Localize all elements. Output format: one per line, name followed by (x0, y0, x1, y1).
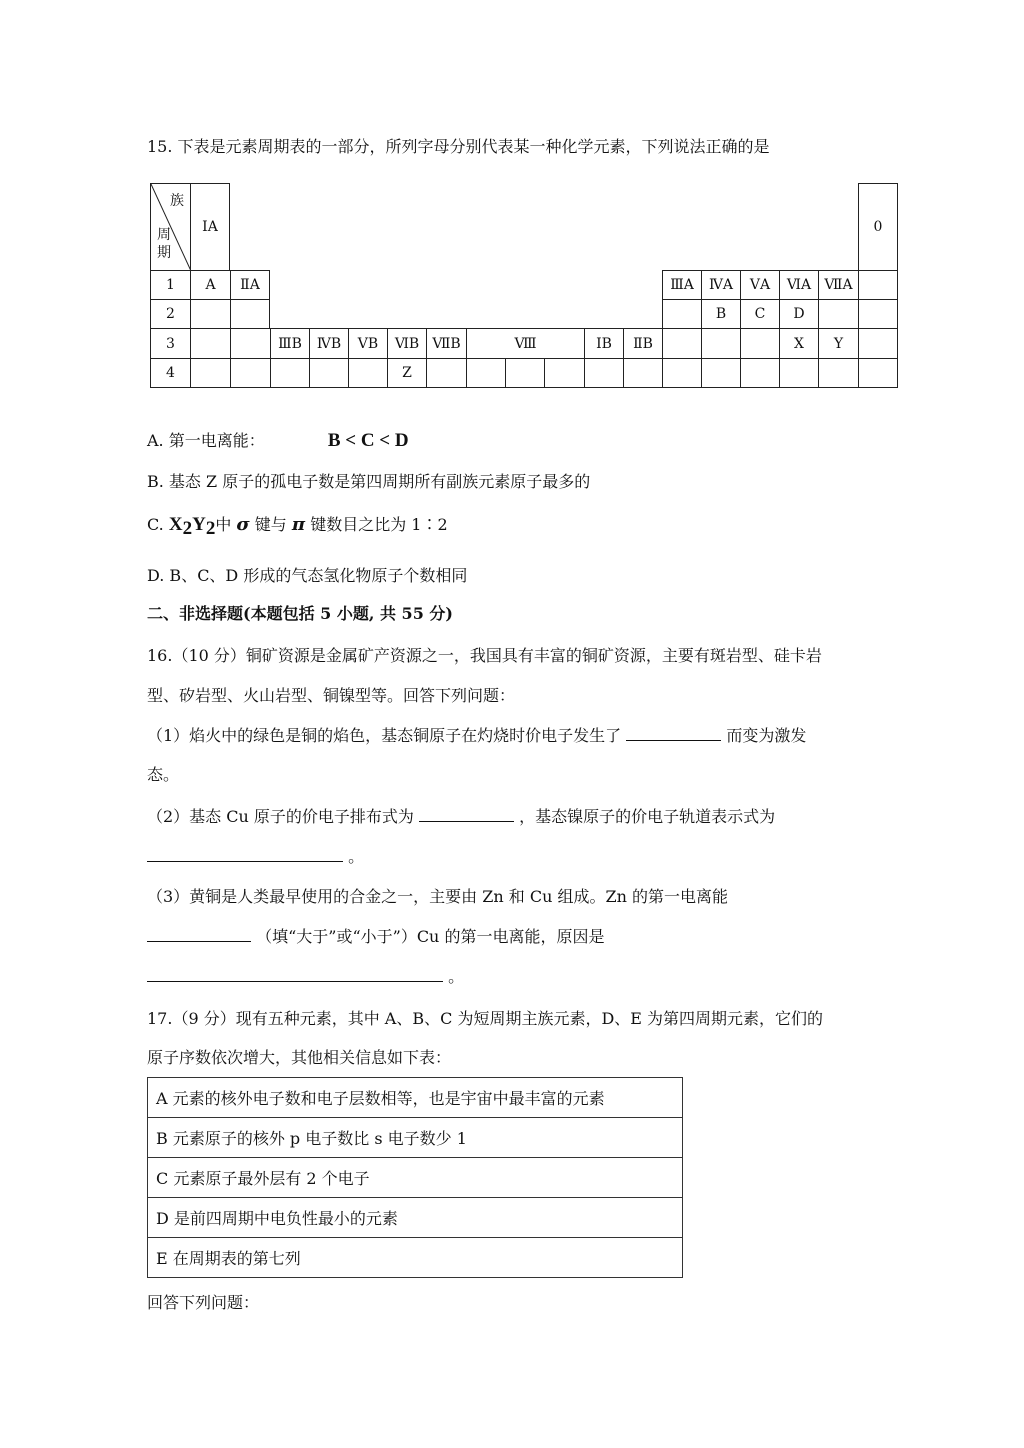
q16-p2-end: 。 (348, 847, 365, 866)
cell-r4-17 (818, 358, 858, 388)
q17-line-2: 原子序数依次增大，其他相关信息如下表： (147, 1048, 452, 1067)
header-IIB: ⅡB (623, 328, 662, 358)
option-b: B. 基态 Z 原子的孤电子数是第四周期所有副族元素原子最多的 (147, 472, 591, 491)
q15-stem: 15. 下表是元素周期表的一部分，所列字母分别代表某一种化学元素，下列说法正确的是 (147, 137, 770, 156)
q16-p1-text: （1）焰火中的绿色是铜的焰色，基态铜原子在灼烧时价电子发生了 (147, 726, 622, 745)
table-row (148, 1118, 683, 1158)
header-VIIA: ⅦA (818, 270, 858, 299)
corner-period-label-2: 期 (157, 245, 171, 261)
info-cell: E 在周期表的第七列 (148, 1238, 683, 1278)
answer-blank-3[interactable] (147, 847, 343, 862)
option-c-mid: 中 (215, 515, 232, 534)
q16-part-3-end (147, 966, 464, 988)
cell-r4-18 (858, 358, 898, 388)
pi-symbol: π (291, 514, 306, 535)
answer-blank-4[interactable] (147, 927, 251, 942)
cell-r4-4 (309, 358, 348, 388)
table-corner (150, 183, 190, 270)
q16-p2-text: （2）基态 Cu 原子的价电子排布式为 (147, 807, 414, 826)
header-VA: ⅤA (740, 270, 779, 299)
q16-p3-text-b: （填“大于”或“小于”）Cu 的第一电离能，原因是 (256, 927, 605, 946)
option-a (147, 430, 409, 452)
option-c (147, 514, 448, 540)
info-cell: A 元素的核外电子数和电子层数相等，也是宇宙中最丰富的元素 (148, 1078, 683, 1118)
section-heading: 二、非选择题(本题包括 5 小题, 共 55 分) (147, 604, 453, 623)
cell-r4-10 (544, 358, 584, 388)
cell-D: D (779, 299, 818, 328)
cell-r3-0 (858, 328, 898, 358)
header-IVB: ⅣB (309, 328, 348, 358)
cell-r4-13 (662, 358, 701, 388)
option-a-formula: B < C < D (327, 430, 409, 451)
header-IB: ⅠB (584, 328, 623, 358)
formula-sub-1: 2 (182, 518, 193, 540)
corner-period-label-1: 周 (157, 227, 171, 243)
cell-r4-11 (584, 358, 623, 388)
option-c-end: 键数目之比为 1∶2 (310, 515, 448, 534)
formula-y: Y (192, 514, 206, 535)
header-IIA: ⅡA (230, 270, 270, 299)
sigma-symbol: σ (236, 514, 250, 535)
cell-r3-VA (740, 328, 779, 358)
cell-r2-IIA (230, 299, 270, 328)
info-cell: B 元素原子的核外 p 电子数比 s 电子数少 1 (148, 1118, 683, 1158)
q16-p3-end: 。 (448, 967, 465, 986)
header-IIIA: ⅢA (662, 270, 701, 299)
header-VIA: ⅥA (779, 270, 818, 299)
info-cell: D 是前四周期中电负性最小的元素 (148, 1198, 683, 1238)
header-VIB: ⅥB (387, 328, 426, 358)
q16-line-2: 型、矽岩型、火山岩型、铜镍型等。回答下列问题： (147, 686, 516, 705)
periodic-table (150, 183, 898, 388)
cell-r4-9 (505, 358, 544, 388)
cell-B: B (701, 299, 740, 328)
q17-line-1: 17.（9 分）现有五种元素，其中 A、B、C 为短周期主族元素，D、E 为第四周期元素，它们的 (147, 1009, 824, 1028)
q16-part-2-cont (147, 846, 364, 868)
q16-p1-text-b: 而变为激发 (726, 726, 807, 745)
header-VB: ⅤB (348, 328, 387, 358)
row-label-1: 1 (150, 270, 190, 299)
cell-r3-IVA (701, 328, 740, 358)
option-d: D. B、C、D 形成的气态氢化物原子个数相同 (147, 566, 468, 585)
cell-r4-3 (270, 358, 309, 388)
table-row (148, 1158, 683, 1198)
header-IVA: ⅣA (701, 270, 740, 299)
q16-part-2 (147, 806, 775, 828)
cell-X: X (779, 328, 818, 358)
cell-r1-0 (858, 270, 898, 299)
cell-r4-2 (230, 358, 270, 388)
cell-r3-IIIA (662, 328, 701, 358)
row-label-4: 4 (150, 358, 190, 388)
header-VIIB: ⅦB (426, 328, 466, 358)
answer-blank-1[interactable] (626, 726, 721, 741)
cell-r4-7 (426, 358, 466, 388)
header-VIII: Ⅷ (466, 328, 584, 358)
cell-r2-IIIA (662, 299, 701, 328)
header-0: 0 (858, 183, 898, 270)
answer-blank-5[interactable] (147, 967, 443, 982)
header-IIIB: ⅢB (270, 328, 309, 358)
cell-r4-14 (701, 358, 740, 388)
cell-r4-12 (623, 358, 662, 388)
q16-part-1-cont: 态。 (147, 765, 180, 784)
option-c-label: C. (147, 515, 169, 534)
cell-r4-16 (779, 358, 818, 388)
q16-line-1: 16.（10 分）铜矿资源是金属矿产资源之一，我国具有丰富的铜矿资源，主要有斑岩型、硅卡岩 (147, 646, 822, 665)
option-a-text: A. 第一电离能： (147, 431, 265, 450)
q16-part-3-cont (147, 926, 604, 948)
table-row (148, 1238, 683, 1278)
cell-Z: Z (387, 358, 426, 388)
cell-Y: Y (818, 328, 858, 358)
info-cell: C 元素原子最外层有 2 个电子 (148, 1158, 683, 1198)
table-row (148, 1198, 683, 1238)
cell-r4-5 (348, 358, 387, 388)
table-row (148, 1078, 683, 1118)
cell-r3-IIA (230, 328, 270, 358)
cell-r4-15 (740, 358, 779, 388)
cell-r2-0 (858, 299, 898, 328)
cell-A: A (190, 270, 230, 299)
q17-after: 回答下列问题： (147, 1293, 260, 1312)
cell-r4-1 (190, 358, 230, 388)
q16-part-3: （3）黄铜是人类最早使用的合金之一，主要由 Zn 和 Cu 组成。Zn 的第一电离能 (147, 887, 729, 906)
q16-p2-text-b: ，基态镍原子的价电子轨道表示式为 (519, 807, 776, 826)
answer-blank-2[interactable] (419, 807, 514, 822)
formula-x: X (168, 514, 183, 535)
cell-C: C (740, 299, 779, 328)
header-IA: ⅠA (190, 183, 230, 270)
cell-r3-IA (190, 328, 230, 358)
corner-group-label: 族 (170, 193, 184, 209)
formula-sub-2: 2 (205, 518, 216, 540)
element-info-table (147, 1077, 683, 1278)
option-c-mid2: 键与 (254, 515, 287, 534)
row-label-2: 2 (150, 299, 190, 328)
row-label-3: 3 (150, 328, 190, 358)
cell-r2-IA (190, 299, 230, 328)
cell-r2-VIIA (818, 299, 858, 328)
cell-r4-8 (466, 358, 505, 388)
q16-part-1 (147, 725, 806, 747)
